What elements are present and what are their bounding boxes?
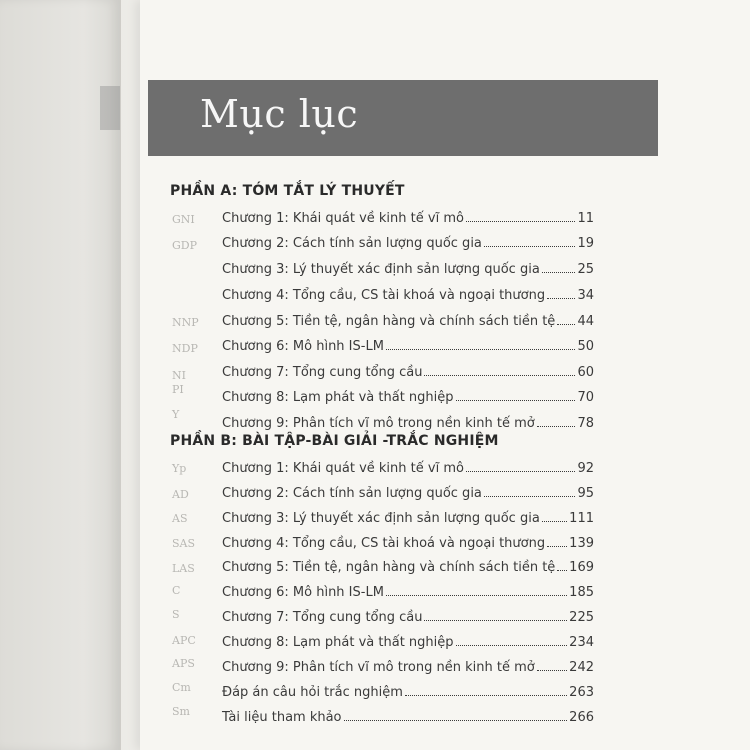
bleed-label: NI (172, 369, 186, 382)
bleed-label: PI (172, 383, 184, 396)
entry-title: Chương 3: Lý thuyết xác định sản lượng quốc gia (222, 511, 540, 526)
entry-page: 263 (569, 685, 594, 700)
entry-page: 234 (569, 635, 594, 650)
toc-entry[interactable] (222, 204, 594, 226)
bleed-label: LAS (172, 562, 195, 575)
entry-page: 19 (577, 236, 594, 251)
toc-entry[interactable] (222, 332, 594, 354)
entry-title: Đáp án câu hỏi trắc nghiệm (222, 685, 403, 700)
bleed-label: GNI (172, 213, 195, 226)
leader-dots (386, 349, 576, 350)
entry-page: 50 (577, 339, 594, 354)
entry-page: 25 (577, 262, 594, 277)
entry-page: 92 (577, 461, 594, 476)
leader-dots (537, 426, 576, 427)
bleed-label: GDP (172, 239, 198, 252)
toc-entry[interactable] (222, 529, 594, 551)
entry-title: Chương 9: Phân tích vĩ mô trong nền kinh tế mở (222, 416, 535, 431)
entry-page: 185 (569, 585, 594, 600)
toc-entry[interactable] (222, 229, 594, 251)
toc-entry[interactable] (222, 553, 594, 575)
entry-title: Chương 2: Cách tính sản lượng quốc gia (222, 486, 482, 501)
entry-title: Chương 7: Tổng cung tổng cầu (222, 365, 423, 380)
entry-page: 242 (569, 660, 594, 675)
bleed-label: S (172, 608, 180, 621)
bleed-label: NNP (172, 316, 199, 329)
bleed-label: Yp (172, 462, 187, 475)
toc-entry[interactable] (222, 703, 594, 725)
bleed-label: AS (172, 512, 188, 525)
toc-entry[interactable] (222, 653, 594, 675)
entry-title: Chương 6: Mô hình IS-LM (222, 339, 384, 354)
entry-title: Chương 5: Tiền tệ, ngân hàng và chính sách tiền tệ (222, 560, 556, 575)
bleed-label: Y (172, 408, 180, 421)
toc-entry[interactable] (222, 479, 594, 501)
leader-dots (424, 375, 575, 376)
entry-title: Chương 8: Lạm phát và thất nghiệp (222, 390, 454, 405)
bleed-label: SAS (172, 537, 196, 550)
bleed-label: NDP (172, 342, 198, 355)
entry-title: Chương 6: Mô hình IS-LM (222, 585, 384, 600)
bleed-label: AD (172, 488, 189, 501)
entry-page: 169 (569, 560, 594, 575)
left-page-ghost-mark (100, 86, 120, 130)
leader-dots (456, 645, 568, 646)
leader-dots (547, 298, 575, 299)
leader-dots (344, 720, 568, 721)
entry-title: Chương 9: Phân tích vĩ mô trong nền kinh tế mở (222, 660, 535, 675)
entry-title: Chương 3: Lý thuyết xác định sản lượng quốc gia (222, 262, 540, 277)
toc-entry[interactable] (222, 409, 594, 431)
leader-dots (466, 221, 576, 222)
entry-title: Tài liệu tham khảo (222, 710, 342, 725)
entry-title: Chương 1: Khái quát về kinh tế vĩ mô (222, 211, 464, 226)
toc-title: Mục lục (200, 92, 359, 136)
entry-title: Chương 4: Tổng cầu, CS tài khoá và ngoại thương (222, 288, 546, 303)
leader-dots (405, 695, 567, 696)
leader-dots (547, 546, 567, 547)
entry-page: 78 (577, 416, 594, 431)
toc-entry[interactable] (222, 281, 594, 303)
toc-entry[interactable] (222, 383, 594, 405)
leader-dots (557, 570, 567, 571)
left-page-edge (0, 0, 121, 750)
bleed-label: APS (172, 657, 195, 670)
toc-entry[interactable] (222, 307, 594, 329)
toc-entry[interactable] (222, 578, 594, 600)
bleed-label: Cm (172, 681, 191, 694)
bleed-label: Sm (172, 705, 190, 718)
part-a-title: PHẦN A: TÓM TẮT LÝ THUYẾT (170, 183, 405, 199)
entry-page: 11 (577, 211, 594, 226)
entry-title: Chương 7: Tổng cung tổng cầu (222, 610, 423, 625)
entry-title: Chương 1: Khái quát về kinh tế vĩ mô (222, 461, 464, 476)
toc-entry[interactable] (222, 255, 594, 277)
entry-page: 139 (569, 536, 594, 551)
entry-page: 225 (569, 610, 594, 625)
leader-dots (424, 620, 567, 621)
entry-title: Chương 8: Lạm phát và thất nghiệp (222, 635, 454, 650)
entry-page: 44 (577, 314, 594, 329)
entry-page: 266 (569, 710, 594, 725)
entry-page: 95 (577, 486, 594, 501)
entry-page: 111 (569, 511, 594, 526)
entry-title: Chương 4: Tổng cầu, CS tài khoá và ngoại thương (222, 536, 546, 551)
leader-dots (542, 521, 567, 522)
entry-title: Chương 2: Cách tính sản lượng quốc gia (222, 236, 482, 251)
bleed-label: C (172, 584, 181, 597)
leader-dots (386, 595, 567, 596)
toc-entry[interactable] (222, 504, 594, 526)
leader-dots (484, 246, 576, 247)
entry-title: Chương 5: Tiền tệ, ngân hàng và chính sách tiền tệ (222, 314, 556, 329)
toc-entry[interactable] (222, 603, 594, 625)
leader-dots (484, 496, 576, 497)
entry-page: 70 (577, 390, 594, 405)
leader-dots (542, 272, 576, 273)
leader-dots (456, 400, 576, 401)
toc-entry[interactable] (222, 358, 594, 380)
toc-entry[interactable] (222, 678, 594, 700)
toc-entry[interactable] (222, 628, 594, 650)
bleed-label: APC (172, 634, 196, 647)
leader-dots (466, 471, 576, 472)
entry-page: 60 (577, 365, 594, 380)
toc-entry[interactable] (222, 454, 594, 476)
entry-page: 34 (577, 288, 594, 303)
leader-dots (557, 324, 575, 325)
leader-dots (537, 670, 567, 671)
part-b-title: PHẦN B: BÀI TẬP-BÀI GIẢI -TRẮC NGHIỆM (170, 433, 499, 449)
